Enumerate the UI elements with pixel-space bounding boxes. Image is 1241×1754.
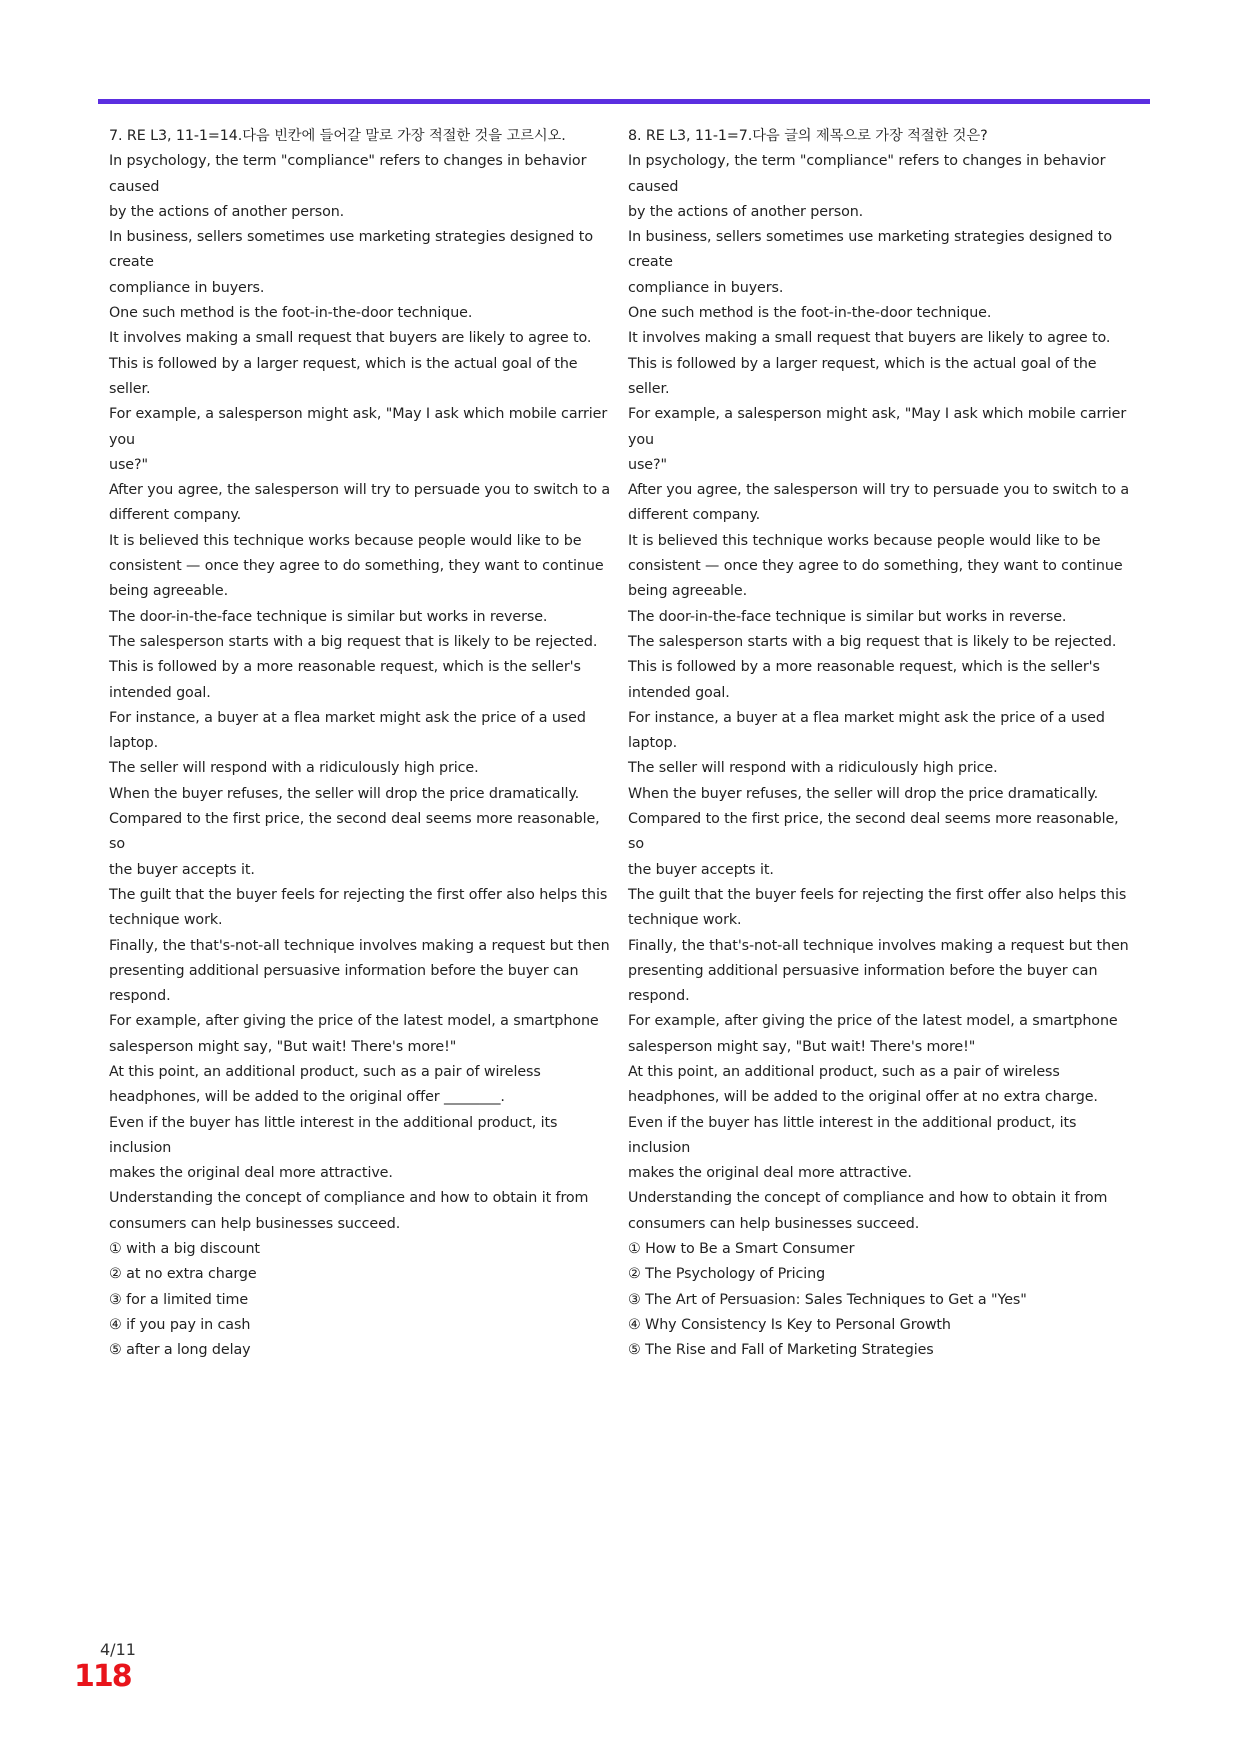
passage-line: The door-in-the-face technique is similar but works in reverse.	[109, 608, 548, 625]
answer-choice[interactable]: ⑤ The Rise and Fall of Marketing Strategies	[628, 1342, 934, 1359]
passage-line: For example, a salesperson might ask, "May I ask which mobile carrier you	[109, 406, 608, 448]
passage-line: headphones, will be added to the original offer ________.	[109, 1089, 505, 1106]
passage-line: the buyer accepts it.	[628, 861, 774, 878]
passage-line: different company.	[109, 507, 242, 524]
passage-line: consistent — once they agree to do something, they want to continue	[109, 558, 604, 575]
passage-line: Even if the buyer has little interest in the additional product, its inclusion	[109, 1114, 558, 1156]
passage-line: Understanding the concept of compliance and how to obtain it from	[109, 1190, 589, 1207]
answer-choice[interactable]: ① How to Be a Smart Consumer	[628, 1241, 855, 1258]
answer-choices	[628, 1237, 1136, 1363]
passage-line: Even if the buyer has little interest in the additional product, its inclusion	[628, 1114, 1077, 1156]
passage-line: It involves making a small request that buyers are likely to agree to.	[628, 330, 1111, 347]
answer-choice[interactable]: ② at no extra charge	[109, 1266, 257, 1283]
passage-line: makes the original deal more attractive.	[109, 1165, 393, 1182]
passage-line: It is believed this technique works because people would like to be	[109, 532, 582, 549]
passage-line: makes the original deal more attractive.	[628, 1165, 912, 1182]
passage-line: being agreeable.	[109, 583, 229, 600]
passage-line: the buyer accepts it.	[109, 861, 255, 878]
passage-line: For instance, a buyer at a flea market might ask the price of a used laptop.	[628, 709, 1105, 752]
answer-choice[interactable]: ④ Why Consistency Is Key to Personal Growth	[628, 1316, 951, 1333]
passage-line: The guilt that the buyer feels for rejecting the first offer also helps this	[109, 886, 608, 903]
passage-line: salesperson might say, "But wait! There's more!"	[628, 1038, 976, 1055]
passage-line: The salesperson starts with a big request that is likely to be rejected.	[109, 633, 598, 650]
passage-line: In business, sellers sometimes use marketing strategies designed to create	[109, 229, 593, 271]
answer-choice[interactable]: ① with a big discount	[109, 1241, 260, 1258]
page-indicator: 4/11	[100, 1640, 136, 1659]
passage-line: by the actions of another person.	[628, 203, 864, 220]
passage-line: Finally, the that's-not-all technique involves making a request but then	[628, 937, 1129, 954]
passage-line: different company.	[628, 507, 761, 524]
passage-line: In psychology, the term "compliance" refers to changes in behavior caused	[109, 153, 587, 195]
passage-line: use?"	[109, 456, 148, 473]
question-7	[109, 124, 617, 1364]
passage-line: After you agree, the salesperson will try to persuade you to switch to a	[109, 482, 611, 499]
passage-line: For example, a salesperson might ask, "May I ask which mobile carrier you	[628, 406, 1127, 448]
passage-line: Compared to the first price, the second deal seems more reasonable, so	[109, 811, 600, 853]
answer-choice[interactable]: ② The Psychology of Pricing	[628, 1266, 826, 1283]
passage-line: consumers can help businesses succeed.	[109, 1215, 401, 1232]
passage-line: by the actions of another person.	[109, 203, 345, 220]
passage-line: When the buyer refuses, the seller will drop the price dramatically.	[628, 785, 1099, 802]
passage-line: The door-in-the-face technique is similar but works in reverse.	[628, 608, 1067, 625]
answer-choice[interactable]: ⑤ after a long delay	[109, 1342, 251, 1359]
passage-line: Understanding the concept of compliance and how to obtain it from	[628, 1190, 1108, 1207]
passage-line: In business, sellers sometimes use marketing strategies designed to create	[628, 229, 1112, 271]
passage-line: consistent — once they agree to do something, they want to continue	[628, 558, 1123, 575]
passage-line: The guilt that the buyer feels for rejecting the first offer also helps this	[628, 886, 1127, 903]
passage-line: One such method is the foot-in-the-door technique.	[109, 305, 473, 322]
passage-line: consumers can help businesses succeed.	[628, 1215, 920, 1232]
passage-line: Finally, the that's-not-all technique involves making a request but then	[109, 937, 610, 954]
passage-line: compliance in buyers.	[109, 279, 265, 296]
passage-line: technique work.	[628, 912, 742, 929]
passage-line: headphones, will be added to the original offer at no extra charge.	[628, 1089, 1098, 1106]
publisher-logo: 118	[74, 1659, 131, 1694]
passage-line: This is followed by a more reasonable request, which is the seller's	[628, 659, 1100, 676]
passage-line: Compared to the first price, the second deal seems more reasonable, so	[628, 811, 1119, 853]
passage-line: It is believed this technique works because people would like to be	[628, 532, 1101, 549]
passage-line: intended goal.	[628, 684, 730, 701]
passage-line: respond.	[109, 988, 171, 1005]
header-rule	[98, 99, 1150, 104]
passage-line: At this point, an additional product, such as a pair of wireless	[109, 1063, 541, 1080]
passage-line: For example, after giving the price of the latest model, a smartphone	[628, 1013, 1118, 1030]
passage-line: This is followed by a more reasonable request, which is the seller's	[109, 659, 581, 676]
passage-line: intended goal.	[109, 684, 211, 701]
passage-line: At this point, an additional product, such as a pair of wireless	[628, 1063, 1060, 1080]
passage-line: The salesperson starts with a big request that is likely to be rejected.	[628, 633, 1117, 650]
passage-line: One such method is the foot-in-the-door technique.	[628, 305, 992, 322]
passage-line: For example, after giving the price of the latest model, a smartphone	[109, 1013, 599, 1030]
passage-line: technique work.	[109, 912, 223, 929]
answer-choice[interactable]: ③ for a limited time	[109, 1291, 249, 1308]
passage-line: It involves making a small request that buyers are likely to agree to.	[109, 330, 592, 347]
passage-line: compliance in buyers.	[628, 279, 784, 296]
passage-line: This is followed by a larger request, which is the actual goal of the seller.	[109, 355, 578, 397]
passage	[109, 149, 617, 1237]
passage-line: use?"	[628, 456, 667, 473]
passage-line: being agreeable.	[628, 583, 748, 600]
passage-line: presenting additional persuasive information before the buyer can	[109, 962, 579, 979]
passage-line: In psychology, the term "compliance" refers to changes in behavior caused	[628, 153, 1106, 195]
question-header: 7. RE L3, 11-1=14.다음 빈칸에 들어갈 말로 가장 적절한 것을 고르시오.	[109, 128, 566, 144]
passage-line: After you agree, the salesperson will try to persuade you to switch to a	[628, 482, 1130, 499]
answer-choice[interactable]: ③ The Art of Persuasion: Sales Techniques to Get a "Yes"	[628, 1291, 1027, 1308]
passage-line: The seller will respond with a ridiculously high price.	[109, 760, 479, 777]
answer-choice[interactable]: ④ if you pay in cash	[109, 1316, 251, 1333]
question-8	[628, 124, 1136, 1364]
answer-choices	[109, 1237, 617, 1363]
passage	[628, 149, 1136, 1237]
question-header: 8. RE L3, 11-1=7.다음 글의 제목으로 가장 적절한 것은?	[628, 128, 988, 144]
passage-line: presenting additional persuasive information before the buyer can	[628, 962, 1098, 979]
passage-line: When the buyer refuses, the seller will drop the price dramatically.	[109, 785, 580, 802]
passage-line: The seller will respond with a ridiculously high price.	[628, 760, 998, 777]
passage-line: This is followed by a larger request, which is the actual goal of the seller.	[628, 355, 1097, 397]
passage-line: respond.	[628, 988, 690, 1005]
passage-line: salesperson might say, "But wait! There's more!"	[109, 1038, 457, 1055]
passage-line: For instance, a buyer at a flea market might ask the price of a used laptop.	[109, 709, 586, 752]
